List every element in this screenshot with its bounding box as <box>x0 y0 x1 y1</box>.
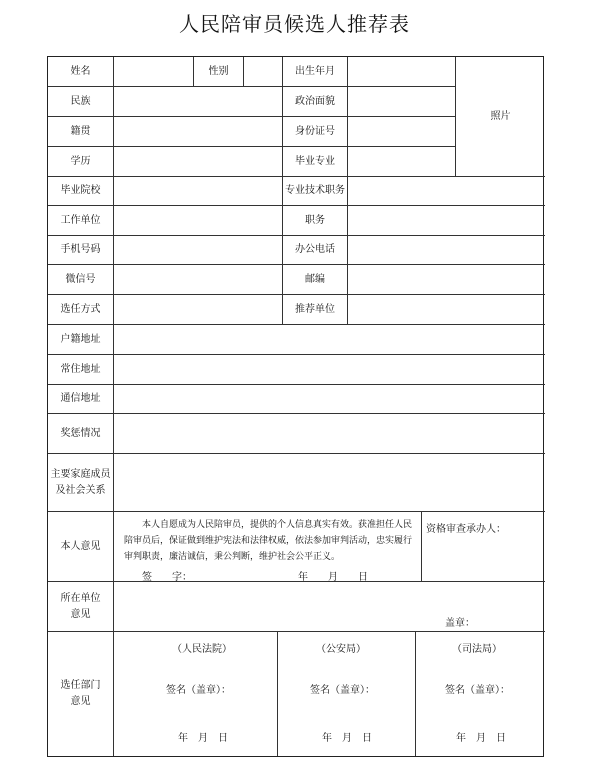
field-gender[interactable] <box>244 57 283 87</box>
unit-seal-label: 盖章： <box>445 618 475 629</box>
field-unit-opinion[interactable] <box>114 582 545 632</box>
label-name: 姓名 <box>48 57 114 87</box>
personal-statement: 本人自愿成为人民陪审员，提供的个人信息真实有效。获准担任人民陪审员后，保证做到维护宪法和法律权威，依法参加审判活动，忠实履行审判职责，廉洁诚信，秉公判断，维护社会公平正义。 <box>124 520 413 562</box>
field-birth[interactable] <box>348 57 456 87</box>
field-wechat[interactable] <box>114 265 283 295</box>
dept-police-sign: 签名（盖章）： <box>310 685 375 696</box>
field-position[interactable] <box>348 206 545 236</box>
label-residence: 常住地址 <box>48 355 114 385</box>
field-family[interactable] <box>114 454 545 512</box>
dept-police-date: 年 月 日 <box>322 733 372 744</box>
label-office-phone: 办公电话 <box>283 236 348 265</box>
label-wechat: 微信号 <box>48 265 114 295</box>
field-recommender[interactable] <box>348 295 545 325</box>
field-school[interactable] <box>114 177 283 206</box>
label-household: 户籍地址 <box>48 325 114 355</box>
label-political: 政治面貌 <box>283 87 348 117</box>
dept-justice-date: 年 月 日 <box>456 733 506 744</box>
label-gender: 性别 <box>194 57 244 87</box>
field-tech-title[interactable] <box>348 177 545 206</box>
label-employer: 工作单位 <box>48 206 114 236</box>
label-education: 学历 <box>48 147 114 177</box>
label-major: 毕业专业 <box>283 147 348 177</box>
field-id-no[interactable] <box>348 117 456 147</box>
label-family: 主要家庭成员 及社会关系 <box>48 454 114 512</box>
dept-court-name: （人民法院） <box>172 644 232 655</box>
label-school: 毕业院校 <box>48 177 114 206</box>
field-employer[interactable] <box>114 206 283 236</box>
field-major[interactable] <box>348 147 456 177</box>
field-selection[interactable] <box>114 295 283 325</box>
sign-label: 签 字： <box>142 572 192 583</box>
dept-court-date: 年 月 日 <box>178 733 228 744</box>
label-id-no: 身份证号 <box>283 117 348 147</box>
recommendation-form <box>47 56 544 757</box>
label-dept-opinion: 选任部门 意见 <box>48 632 114 756</box>
label-birth: 出生年月 <box>283 57 348 87</box>
field-mobile[interactable] <box>114 236 283 265</box>
label-postcode: 邮编 <box>283 265 348 295</box>
label-rewards: 奖惩情况 <box>48 414 114 454</box>
field-political[interactable] <box>348 87 456 117</box>
label-opinion: 本人意见 <box>48 512 114 582</box>
review-handler-label: 资格审查承办人： <box>426 524 506 535</box>
field-mailing[interactable] <box>114 385 545 414</box>
label-mobile: 手机号码 <box>48 236 114 265</box>
field-household[interactable] <box>114 325 545 355</box>
dept-court-sign: 签名（盖章）： <box>166 685 231 696</box>
label-tech-title: 专业技术职务 <box>283 177 348 206</box>
label-ethnicity: 民族 <box>48 87 114 117</box>
dept-police-name: （公安局） <box>316 644 366 655</box>
label-native: 籍贯 <box>48 117 114 147</box>
photo-box[interactable]: 照片 <box>456 57 545 177</box>
dept-justice-sign: 签名（盖章）： <box>445 685 510 696</box>
page-title: 人民陪审员候选人推荐表 <box>179 12 410 36</box>
label-mailing: 通信地址 <box>48 385 114 414</box>
label-selection: 选任方式 <box>48 295 114 325</box>
field-name[interactable] <box>114 57 194 87</box>
field-office-phone[interactable] <box>348 236 545 265</box>
field-rewards[interactable] <box>114 414 545 454</box>
label-recommender: 推荐单位 <box>283 295 348 325</box>
dept-justice-name: （司法局） <box>452 644 502 655</box>
field-ethnicity[interactable] <box>114 87 283 117</box>
label-position: 职务 <box>283 206 348 236</box>
field-postcode[interactable] <box>348 265 545 295</box>
opinion-date: 年 月 日 <box>298 572 368 583</box>
field-residence[interactable] <box>114 355 545 385</box>
label-unit-opinion: 所在单位 意见 <box>48 582 114 632</box>
field-education[interactable] <box>114 147 283 177</box>
field-native[interactable] <box>114 117 283 147</box>
